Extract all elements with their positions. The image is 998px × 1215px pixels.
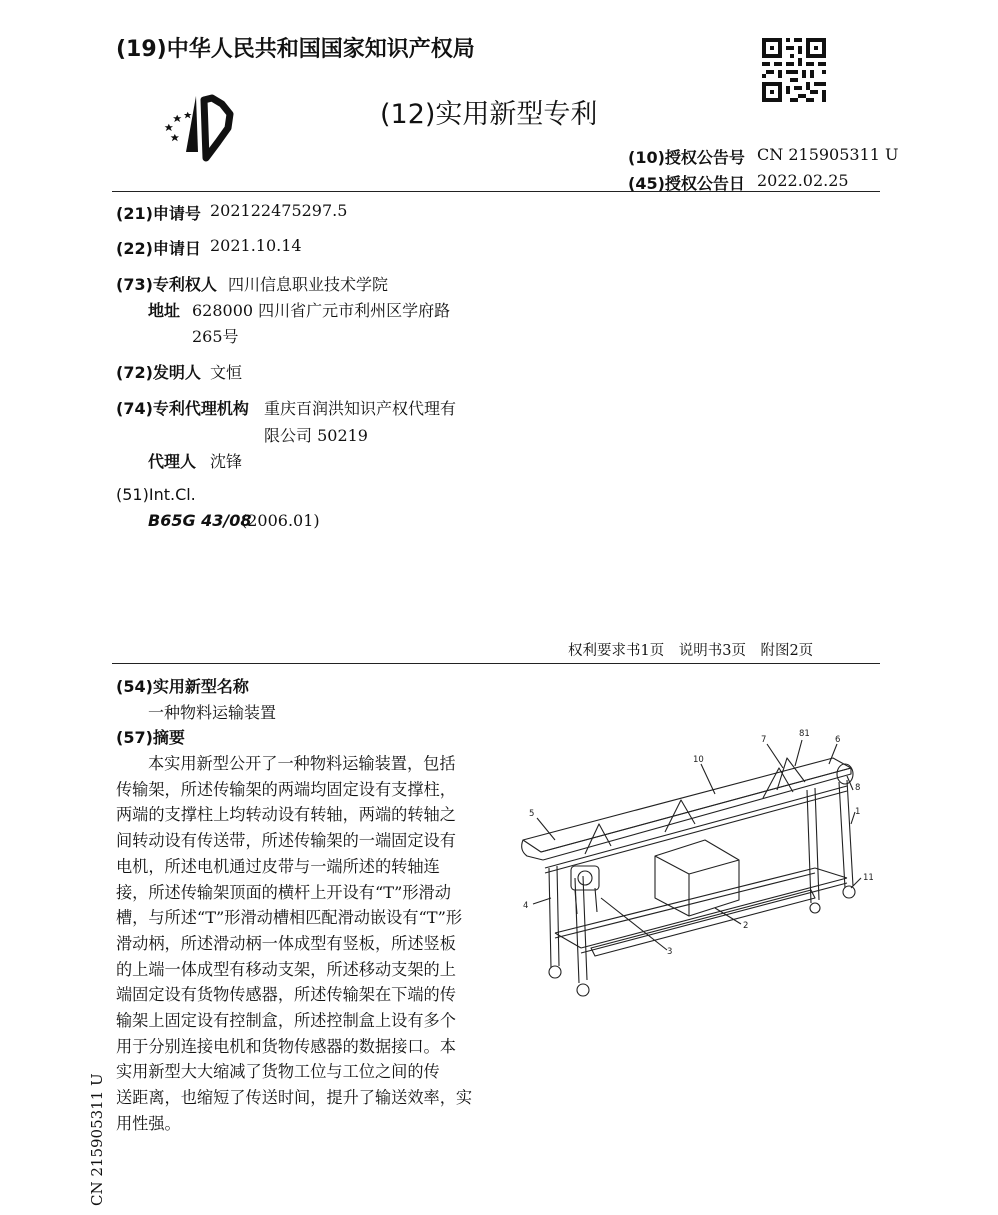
abstract-line: 用性强。	[116, 1113, 181, 1133]
pages-info: 权利要求书1页 说明书3页 附图2页	[568, 643, 814, 659]
patentee: 四川信息职业技术学院	[228, 275, 389, 294]
figure-label: 1	[855, 807, 861, 817]
qr-code-icon	[762, 38, 826, 102]
pub-date: 2022.02.25	[757, 171, 849, 190]
section-rule	[112, 663, 880, 664]
patentee-label: (73)专利权人	[116, 275, 217, 294]
figure-label: 8	[855, 783, 861, 793]
app-no-label: (21)申请号	[116, 204, 201, 223]
address-label: 地址	[148, 301, 181, 320]
abstract-line: 槽，与所述“T”形滑动槽相匹配滑动嵌设有“T”形	[116, 908, 463, 928]
intcl-class: B65G 43/08	[148, 511, 252, 530]
cnipa-logo-icon	[158, 92, 258, 162]
app-date: 2021.10.14	[210, 236, 302, 255]
title-label: (54)实用新型名称	[116, 677, 249, 696]
abstract-line: 本实用新型公开了一种物料运输装置，包括	[148, 754, 456, 773]
abstract-label: (57)摘要	[116, 728, 185, 747]
figure-label: 3	[667, 947, 673, 957]
figure-label: 5	[529, 809, 535, 819]
figure-label: 81	[799, 729, 810, 739]
app-no: 202122475297.5	[210, 201, 348, 220]
document-type: (12)实用新型专利	[380, 99, 598, 130]
abstract-line: 传输架，所述传输架的两端均固定设有支撑柱，	[116, 779, 456, 799]
abstract-line: 接，所述传输架顶面的横杆上开设有“T”形滑动	[116, 882, 451, 902]
figure-label: 10	[693, 755, 704, 765]
office-name: (19)中华人民共和国国家知识产权局	[116, 37, 475, 62]
figure-label: 7	[761, 735, 767, 745]
inventor-label: (72)发明人	[116, 363, 201, 382]
side-publication-code: CN 215905311 U	[88, 1073, 106, 1206]
abstract-line: 输架上固定设有控制盒，所述控制盒上设有多个	[116, 1011, 456, 1031]
abstract-line: 电机，所述电机通过皮带与一端所述的转轴连	[116, 856, 440, 876]
abstract-line: 端固定设有货物传感器，所述传输架在下端的传	[116, 985, 456, 1005]
abstract-body	[116, 751, 480, 1137]
abstract-line: 滑动柄，所述滑动柄一体成型有竖板，所述竖板	[116, 933, 456, 953]
agency-line1: 重庆百润洪知识产权代理有	[264, 399, 457, 418]
figure-label: 2	[743, 921, 749, 931]
abstract-line: 间转动设有传送带，所述传输架的一端固定设有	[116, 831, 456, 851]
pub-date-label: (45)授权公告日	[628, 174, 745, 193]
agent-label: 代理人	[148, 452, 197, 471]
abstract-figure	[515, 728, 880, 1008]
figure-label: 4	[523, 901, 529, 911]
app-date-label: (22)申请日	[116, 239, 201, 258]
abstract-line: 用于分别连接电机和货物传感器的数据接口。本	[116, 1036, 456, 1056]
conveyor-drawing	[522, 740, 861, 996]
pub-no: CN 215905311 U	[757, 145, 899, 164]
abstract-line: 送距离，也缩短了传送时间，提升了输送效率，实	[116, 1088, 473, 1108]
intcl-label: (51)Int.Cl.	[116, 485, 196, 504]
address-line1: 628000 四川省广元市利州区学府路	[192, 301, 451, 320]
abstract-line: 两端的支撑柱上均转动设有转轴，两端的转轴之	[116, 805, 456, 825]
utility-model-name: 一种物料运输装置	[148, 703, 277, 722]
figure-label: 11	[863, 873, 874, 883]
inventor: 文恒	[210, 363, 243, 382]
agency-line2: 限公司 50219	[264, 426, 368, 445]
intcl-date: (2006.01)	[241, 511, 320, 530]
abstract-line: 实用新型大大缩减了货物工位与工位之间的传	[116, 1062, 440, 1082]
agent: 沈锋	[210, 452, 243, 471]
header-rule	[112, 191, 880, 192]
agency-label: (74)专利代理机构	[116, 399, 249, 418]
address-line2: 265号	[192, 327, 239, 346]
figure-label: 6	[835, 735, 841, 745]
pub-no-label: (10)授权公告号	[628, 148, 745, 167]
abstract-line: 的上端一体成型有移动支架，所述移动支架的上	[116, 959, 456, 979]
